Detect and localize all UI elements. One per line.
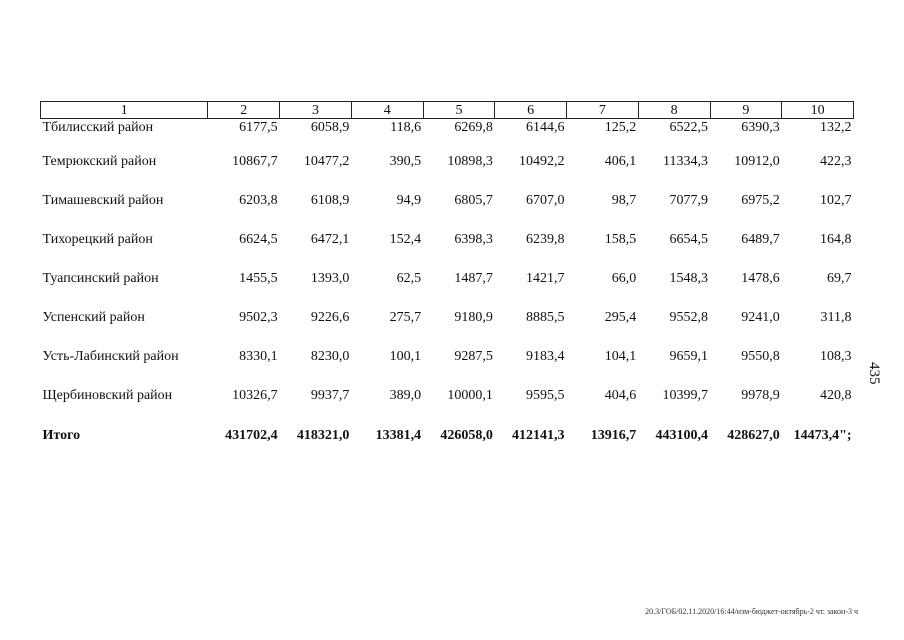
value-cell: 6108,9 (310, 192, 350, 208)
value-cell: 10912,0 (734, 153, 780, 169)
value-cell: 404,6 (604, 387, 637, 403)
district-name: Тихорецкий район (42, 231, 153, 247)
value-cell: 6624,5 (239, 231, 278, 247)
value-cell: 1478,6 (741, 270, 780, 286)
value-cell: 6975,2 (741, 192, 780, 208)
value-cell: 9226,6 (310, 309, 350, 325)
value-cell: 9659,1 (669, 348, 709, 364)
value-cell: 311,8 (820, 309, 852, 325)
value-cell: 10898,3 (447, 153, 493, 169)
value-cell: 9595,5 (526, 387, 565, 403)
district-name: Щербиновский район (42, 387, 173, 403)
value-cell: 1421,7 (526, 270, 565, 286)
value-cell: 164,8 (820, 231, 852, 247)
value-cell: 9241,0 (741, 309, 780, 325)
value-cell: 1487,7 (454, 270, 493, 286)
total-value-cell: 443100,4 (655, 428, 709, 443)
value-cell: 1548,3 (669, 270, 709, 286)
value-cell: 6472,1 (310, 231, 350, 247)
column-number-row (41, 102, 854, 119)
table-row (41, 259, 854, 298)
value-cell: 7077,9 (669, 192, 709, 208)
value-cell: 158,5 (604, 231, 637, 247)
value-cell: 10492,2 (519, 153, 565, 169)
value-cell: 6269,8 (454, 120, 493, 135)
table-row (41, 220, 854, 259)
table-row (41, 298, 854, 337)
value-cell: 295,4 (604, 309, 637, 325)
value-cell: 125,2 (604, 120, 637, 135)
value-cell: 9978,9 (741, 387, 780, 403)
value-cell: 8330,1 (239, 348, 278, 364)
value-cell: 118,6 (390, 120, 422, 135)
table-row (41, 337, 854, 376)
column-number-header: 8 (638, 102, 710, 119)
value-cell: 9550,8 (741, 348, 780, 364)
value-cell: 6654,5 (669, 231, 709, 247)
value-cell: 1393,0 (310, 270, 350, 286)
value-cell: 100,1 (389, 348, 422, 364)
district-name: Туапсинский район (42, 270, 159, 286)
value-cell: 390,5 (389, 153, 422, 169)
budget-table (40, 101, 854, 457)
total-value-cell: 14473,4"; (793, 428, 852, 443)
district-name: Тбилисский район (42, 120, 154, 135)
value-cell: 69,7 (827, 270, 852, 286)
district-name: Усть-Лабинский район (42, 348, 179, 364)
value-cell: 10000,1 (447, 387, 493, 403)
value-cell: 108,3 (820, 348, 852, 364)
total-value-cell: 13916,7 (590, 428, 637, 443)
page-number: 435 (866, 362, 882, 385)
value-cell: 9287,5 (454, 348, 493, 364)
table-row (41, 142, 854, 181)
value-cell: 132,2 (820, 120, 852, 135)
column-number-header: 10 (782, 102, 854, 119)
district-name: Темрюкский район (42, 153, 157, 169)
total-value-cell: 428627,0 (727, 428, 780, 443)
value-cell: 6489,7 (741, 231, 780, 247)
value-cell: 104,1 (604, 348, 637, 364)
value-cell: 10867,7 (232, 153, 278, 169)
value-cell: 9552,8 (669, 309, 709, 325)
value-cell: 406,1 (604, 153, 637, 169)
column-number-header: 9 (710, 102, 782, 119)
total-row (41, 415, 854, 457)
value-cell: 422,3 (820, 153, 852, 169)
value-cell: 62,5 (396, 270, 422, 286)
total-value-cell: 426058,0 (440, 428, 493, 443)
value-cell: 6390,3 (741, 120, 780, 135)
value-cell: 10326,7 (232, 387, 278, 403)
value-cell: 6203,8 (239, 192, 278, 208)
footer-file-path: 20.3/ГОБ/02.11.2020/16:44/изм-бюджет-октябрь-2 чт. закон-3 ч (645, 607, 858, 616)
value-cell: 152,4 (389, 231, 422, 247)
district-name: Тимашевский район (42, 192, 164, 208)
value-cell: 9937,7 (310, 387, 350, 403)
column-number-header: 6 (495, 102, 567, 119)
value-cell: 9183,4 (526, 348, 565, 364)
column-number-header: 2 (208, 102, 280, 119)
value-cell: 6144,6 (526, 120, 565, 135)
table-row (41, 181, 854, 220)
column-number-header: 4 (351, 102, 423, 119)
total-value-cell: 13381,4 (375, 428, 422, 443)
value-cell: 102,7 (820, 192, 852, 208)
district-name: Успенский район (42, 309, 145, 325)
table-row (41, 119, 854, 143)
value-cell: 8230,0 (310, 348, 350, 364)
value-cell: 6522,5 (669, 120, 709, 135)
total-value-cell: 412141,3 (512, 428, 565, 443)
value-cell: 1455,5 (239, 270, 278, 286)
total-value-cell: 418321,0 (296, 428, 350, 443)
value-cell: 9502,3 (239, 309, 278, 325)
column-number-header: 7 (567, 102, 639, 119)
value-cell: 9180,9 (454, 309, 493, 325)
value-cell: 98,7 (611, 192, 637, 208)
value-cell: 6707,0 (526, 192, 565, 208)
value-cell: 6398,3 (454, 231, 493, 247)
value-cell: 420,8 (820, 387, 852, 403)
value-cell: 66,0 (611, 270, 637, 286)
value-cell: 6058,9 (310, 120, 350, 135)
value-cell: 389,0 (389, 387, 422, 403)
value-cell: 11334,3 (663, 153, 709, 169)
table-body (41, 119, 854, 458)
column-number-header: 5 (423, 102, 495, 119)
total-label: Итого (42, 428, 81, 443)
value-cell: 8885,5 (526, 309, 565, 325)
table-row (41, 376, 854, 415)
value-cell: 6177,5 (239, 120, 278, 135)
value-cell: 275,7 (389, 309, 422, 325)
value-cell: 10477,2 (303, 153, 350, 169)
value-cell: 10399,7 (662, 387, 709, 403)
value-cell: 6239,8 (526, 231, 565, 247)
value-cell: 94,9 (396, 192, 422, 208)
column-number-header: 3 (280, 102, 352, 119)
value-cell: 6805,7 (454, 192, 493, 208)
total-value-cell: 431702,4 (225, 428, 278, 443)
column-number-header: 1 (41, 102, 208, 119)
